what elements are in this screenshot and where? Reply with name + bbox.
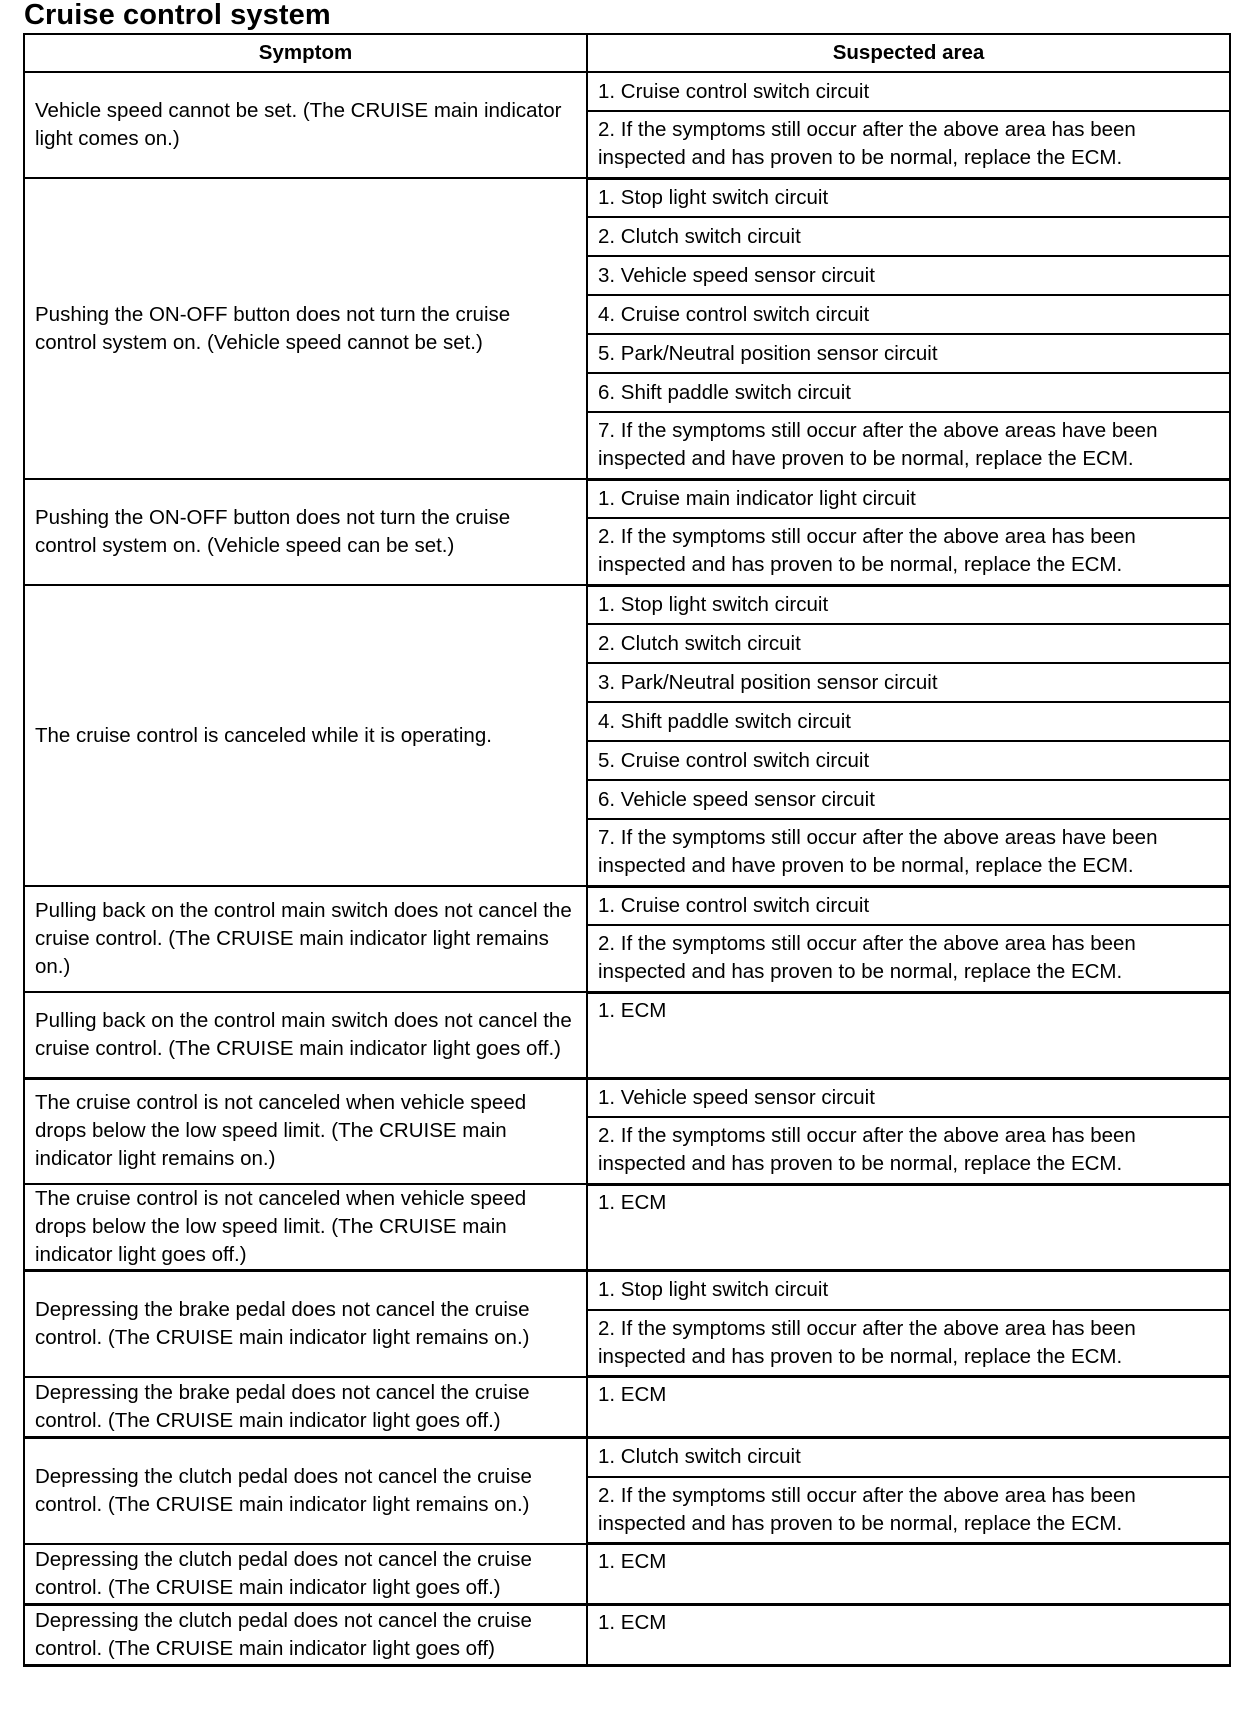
table-row bbox=[24, 1184, 1230, 1271]
symptom-cell: Pushing the ON-OFF button does not turn the cruise control system on. (Vehicle speed cannot be set.) bbox=[24, 178, 587, 479]
suspected-area-cell: 1. ECM bbox=[587, 1377, 1230, 1438]
suspected-area-cell: 2. Clutch switch circuit bbox=[587, 624, 1230, 663]
suspected-area-cell: 4. Cruise control switch circuit bbox=[587, 295, 1230, 334]
suspected-area-cell: 1. ECM bbox=[587, 992, 1230, 1078]
table-row bbox=[24, 585, 1230, 624]
symptom-cell: Depressing the brake pedal does not cancel the cruise control. (The CRUISE main indicator light remains on.) bbox=[24, 1271, 587, 1377]
suspected-area-cell: 1. ECM bbox=[587, 1605, 1230, 1666]
suspected-area-cell: 1. Cruise control switch circuit bbox=[587, 72, 1230, 111]
table-row bbox=[24, 886, 1230, 925]
suspected-area-cell: 1. Vehicle speed sensor circuit bbox=[587, 1078, 1230, 1117]
page-title: Cruise control system bbox=[24, 0, 331, 31]
suspected-area-cell: 2. If the symptoms still occur after the above area has been inspected and has proven to be normal, replace the ECM. bbox=[587, 111, 1230, 178]
symptom-cell: Depressing the clutch pedal does not cancel the cruise control. (The CRUISE main indicator light remains on.) bbox=[24, 1438, 587, 1544]
suspected-area-cell: 6. Shift paddle switch circuit bbox=[587, 373, 1230, 412]
suspected-area-cell: 1. Cruise main indicator light circuit bbox=[587, 479, 1230, 518]
symptom-cell: Depressing the clutch pedal does not cancel the cruise control. (The CRUISE main indicator light goes off.) bbox=[24, 1544, 587, 1605]
table-row bbox=[24, 1377, 1230, 1438]
suspected-area-cell: 2. If the symptoms still occur after the above area has been inspected and has proven to be normal, replace the ECM. bbox=[587, 1117, 1230, 1184]
table-row bbox=[24, 1078, 1230, 1117]
suspected-area-cell: 1. Stop light switch circuit bbox=[587, 178, 1230, 217]
suspected-area-cell: 2. If the symptoms still occur after the above area has been inspected and has proven to be normal, replace the ECM. bbox=[587, 925, 1230, 992]
suspected-area-cell: 1. Stop light switch circuit bbox=[587, 1271, 1230, 1310]
suspected-area-cell: 1. ECM bbox=[587, 1544, 1230, 1605]
symptom-cell: Pulling back on the control main switch does not cancel the cruise control. (The CRUISE main indicator light remains on.) bbox=[24, 886, 587, 992]
table-body bbox=[24, 72, 1230, 1666]
table-header-row bbox=[24, 34, 1230, 72]
symptom-cell: Pulling back on the control main switch does not cancel the cruise control. (The CRUISE main indicator light goes off.) bbox=[24, 992, 587, 1078]
suspected-area-cell: 1. Clutch switch circuit bbox=[587, 1438, 1230, 1477]
suspected-area-cell: 5. Cruise control switch circuit bbox=[587, 741, 1230, 780]
symptom-cell: Pushing the ON-OFF button does not turn the cruise control system on. (Vehicle speed can be set.) bbox=[24, 479, 587, 585]
symptom-cell: Depressing the clutch pedal does not cancel the cruise control. (The CRUISE main indicator light goes off) bbox=[24, 1605, 587, 1666]
symptom-column-header: Symptom bbox=[24, 34, 587, 72]
symptom-cell: The cruise control is not canceled when vehicle speed drops below the low speed limit. (The CRUISE main indicator light remains on.) bbox=[24, 1078, 587, 1184]
table-row bbox=[24, 1438, 1230, 1477]
suspected-area-cell: 2. If the symptoms still occur after the above area has been inspected and has proven to be normal, replace the ECM. bbox=[587, 1310, 1230, 1377]
suspected-area-cell: 1. Cruise control switch circuit bbox=[587, 886, 1230, 925]
suspected-area-cell: 3. Park/Neutral position sensor circuit bbox=[587, 663, 1230, 702]
symptom-table bbox=[23, 33, 1231, 1667]
table-row bbox=[24, 1544, 1230, 1605]
suspected-area-cell: 5. Park/Neutral position sensor circuit bbox=[587, 334, 1230, 373]
suspected-area-cell: 1. Stop light switch circuit bbox=[587, 585, 1230, 624]
symptom-cell: Depressing the brake pedal does not cancel the cruise control. (The CRUISE main indicator light goes off.) bbox=[24, 1377, 587, 1438]
suspected-area-cell: 7. If the symptoms still occur after the above areas have been inspected and have proven to be normal, replace the ECM. bbox=[587, 412, 1230, 479]
table-row bbox=[24, 479, 1230, 518]
symptom-cell: Vehicle speed cannot be set. (The CRUISE main indicator light comes on.) bbox=[24, 72, 587, 178]
suspected-area-cell: 2. Clutch switch circuit bbox=[587, 217, 1230, 256]
table-row bbox=[24, 1605, 1230, 1666]
suspected-area-cell: 3. Vehicle speed sensor circuit bbox=[587, 256, 1230, 295]
table-row bbox=[24, 1271, 1230, 1310]
table-row bbox=[24, 992, 1230, 1078]
suspected-area-column-header: Suspected area bbox=[587, 34, 1230, 72]
table-row bbox=[24, 178, 1230, 217]
table-row bbox=[24, 72, 1230, 111]
suspected-area-cell: 2. If the symptoms still occur after the above area has been inspected and has proven to be normal, replace the ECM. bbox=[587, 518, 1230, 585]
suspected-area-cell: 6. Vehicle speed sensor circuit bbox=[587, 780, 1230, 819]
symptom-cell: The cruise control is canceled while it is operating. bbox=[24, 585, 587, 886]
suspected-area-cell: 2. If the symptoms still occur after the above area has been inspected and has proven to be normal, replace the ECM. bbox=[587, 1477, 1230, 1544]
suspected-area-cell: 4. Shift paddle switch circuit bbox=[587, 702, 1230, 741]
suspected-area-cell: 7. If the symptoms still occur after the above areas have been inspected and have proven to be normal, replace the ECM. bbox=[587, 819, 1230, 886]
suspected-area-cell: 1. ECM bbox=[587, 1184, 1230, 1271]
symptom-cell: The cruise control is not canceled when vehicle speed drops below the low speed limit. (The CRUISE main indicator light goes off.) bbox=[24, 1184, 587, 1271]
